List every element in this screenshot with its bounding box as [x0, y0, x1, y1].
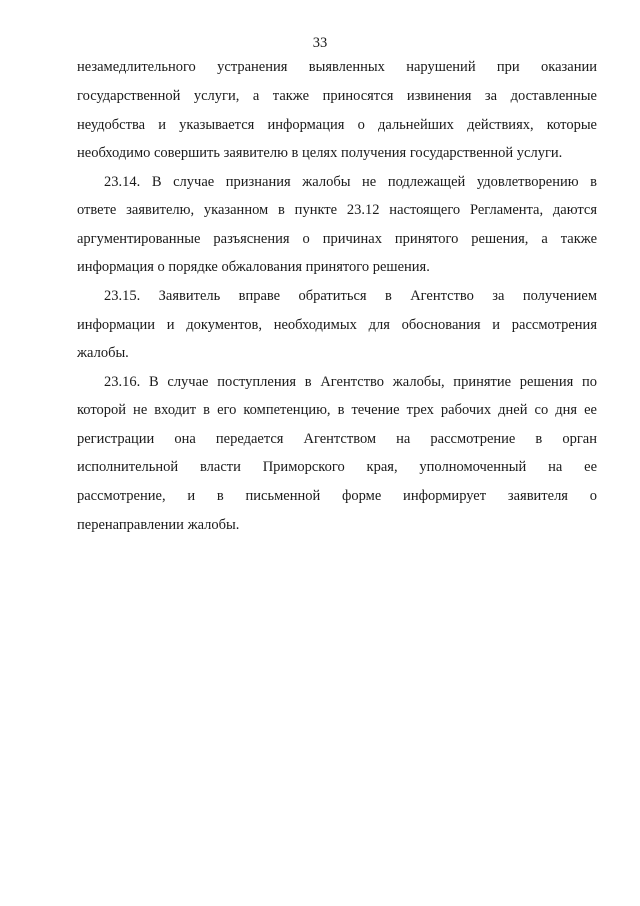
- text-line: жалобы.: [77, 345, 129, 361]
- text-line: информация о порядке обжалования принятого решения.: [77, 259, 430, 275]
- text-line: исполнительной власти Приморского края, уполномоченный на ее: [77, 459, 597, 475]
- text-line: 23.16. В случае поступления в Агентство жалобы, принятие решения по: [104, 374, 597, 390]
- page-number: 33: [312, 35, 328, 51]
- text-line: незамедлительного устранения выявленных нарушений при оказании: [77, 59, 597, 75]
- text-line: рассмотрение, и в письменной форме информирует заявителя о: [77, 488, 597, 504]
- text-line: информации и документов, необходимых для обоснования и рассмотрения: [77, 317, 597, 333]
- text-line: 23.15. Заявитель вправе обратиться в Агентство за получением: [104, 288, 597, 304]
- text-line: ответе заявителю, указанном в пункте 23.12 настоящего Регламента, даются: [77, 202, 597, 218]
- text-line: аргументированные разъяснения о причинах принятого решения, а также: [77, 231, 597, 247]
- text-line: перенаправлении жалобы.: [77, 517, 240, 533]
- text-line: регистрации она передается Агентством на рассмотрение в орган: [77, 431, 597, 447]
- text-line: государственной услуги, а также приносятся извинения за доставленные: [77, 88, 597, 104]
- text-line: необходимо совершить заявителю в целях получения государственной услуги.: [77, 145, 563, 161]
- text-line: которой не входит в его компетенцию, в течение трех рабочих дней со дня ее: [77, 402, 597, 418]
- text-line: неудобства и указывается информация о дальнейших действиях, которые: [77, 117, 597, 133]
- text-line: 23.14. В случае признания жалобы не подлежащей удовлетворению в: [104, 174, 597, 190]
